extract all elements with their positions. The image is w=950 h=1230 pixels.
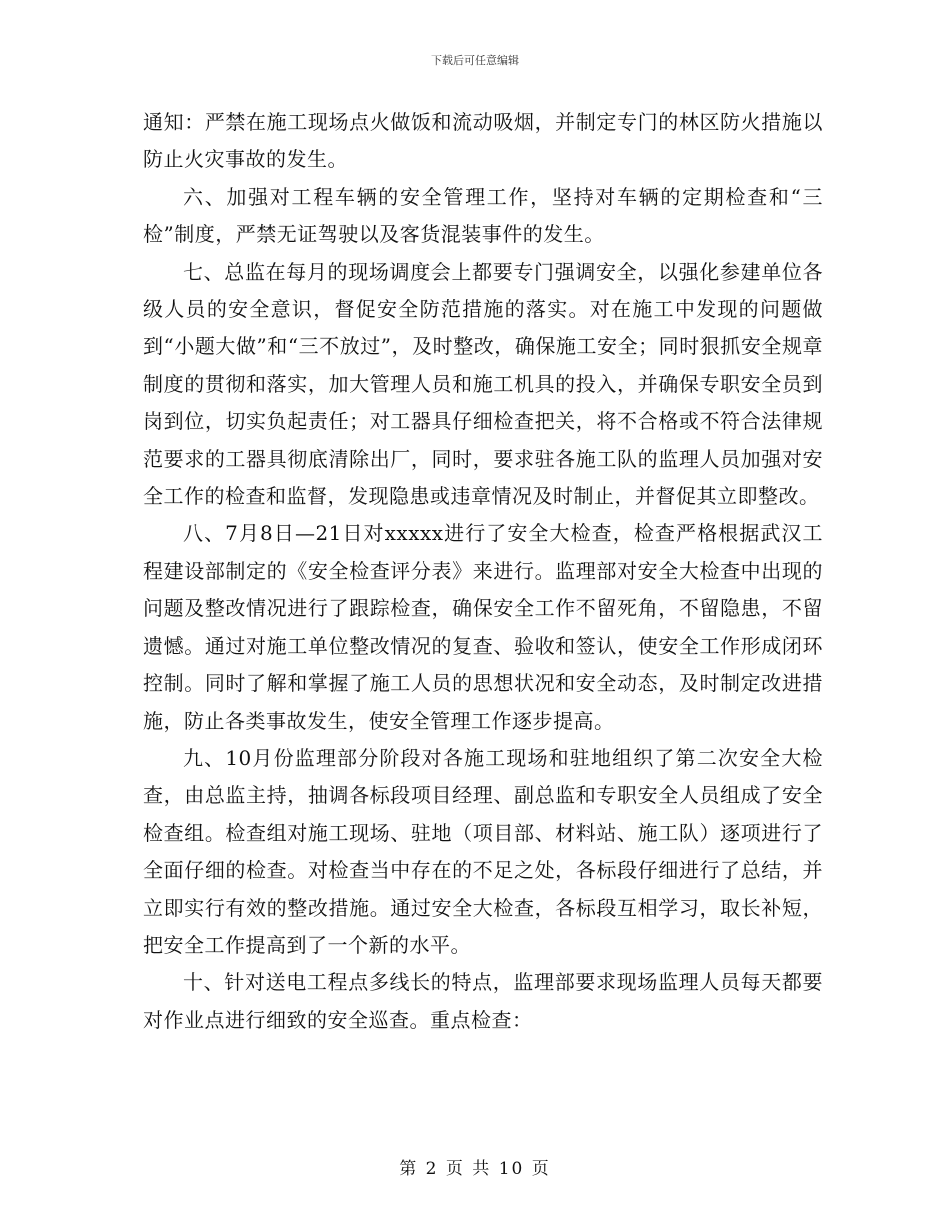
page-footer: 第 2 页 共 10 页 [399,1159,551,1179]
paragraph-item-8: 八、7月8日—21日对xxxxx进行了安全大检查，检查严格根据武汉工程建设部制定的《安全检查评分表》来进行。监理部对安全大检查中出现的问题及整改情况进行了跟踪检查，确保安全工作不留死角，不留隐患，不留遗憾。通过对施工单位整改情况的复查、验收和签认，使安全工作形成闭环控制。同时了解和掌握了施工人员的思想状况和安全动态，及时制定改进措施，防止各类事故发生，使安全管理工作逐步提高。 [143,521,823,733]
paragraph-item-7: 七、总监在每月的现场调度会上都要专门强调安全，以强化参建单位各级人员的安全意识，督促安全防范措施的落实。对在施工中发现的问题做到“小题大做”和“三不放过”，及时整改，确保施工安全；同时狠抓安全规章制度的贯彻和落实，加大管理人员和施工机具的投入，并确保专职安全员到岗到位，切实负起责任；对工器具仔细检查把关，将不合格或不符合法律规范要求的工器具彻底清除出厂，同时，要求驻各施工队的监理人员加强对安全工作的检查和监督，发现隐患或违章情况及时制止，并督促其立即整改。 [143,259,823,509]
page-header: 下载后可任意编辑 [431,54,519,67]
paragraph-item-10: 十、针对送电工程点多线长的特点，监理部要求现场监理人员每天都要对作业点进行细致的安全巡查。重点检查： [143,970,823,1032]
document-body [143,104,823,1039]
paragraph-item-9: 九、10月份监理部分阶段对各施工现场和驻地组织了第二次安全大检查，由总监主持，抽调各标段项目经理、副总监和专职安全人员组成了安全检查组。检查组对施工现场、驻地（项目部、材料站、施工队）逐项进行了全面仔细的检查。对检查当中存在的不足之处，各标段仔细进行了总结，并立即实行有效的整改措施。通过安全大检查，各标段互相学习，取长补短，把安全工作提高到了一个新的水平。 [143,745,823,957]
paragraph-item-6: 六、加强对工程车辆的安全管理工作，坚持对车辆的定期检查和“三检”制度，严禁无证驾驶以及客货混装事件的发生。 [143,184,823,247]
paragraph-fire-notice: 通知：严禁在施工现场点火做饭和流动吸烟，并制定专门的林区防火措施以防止火灾事故的发生。 [143,110,823,172]
